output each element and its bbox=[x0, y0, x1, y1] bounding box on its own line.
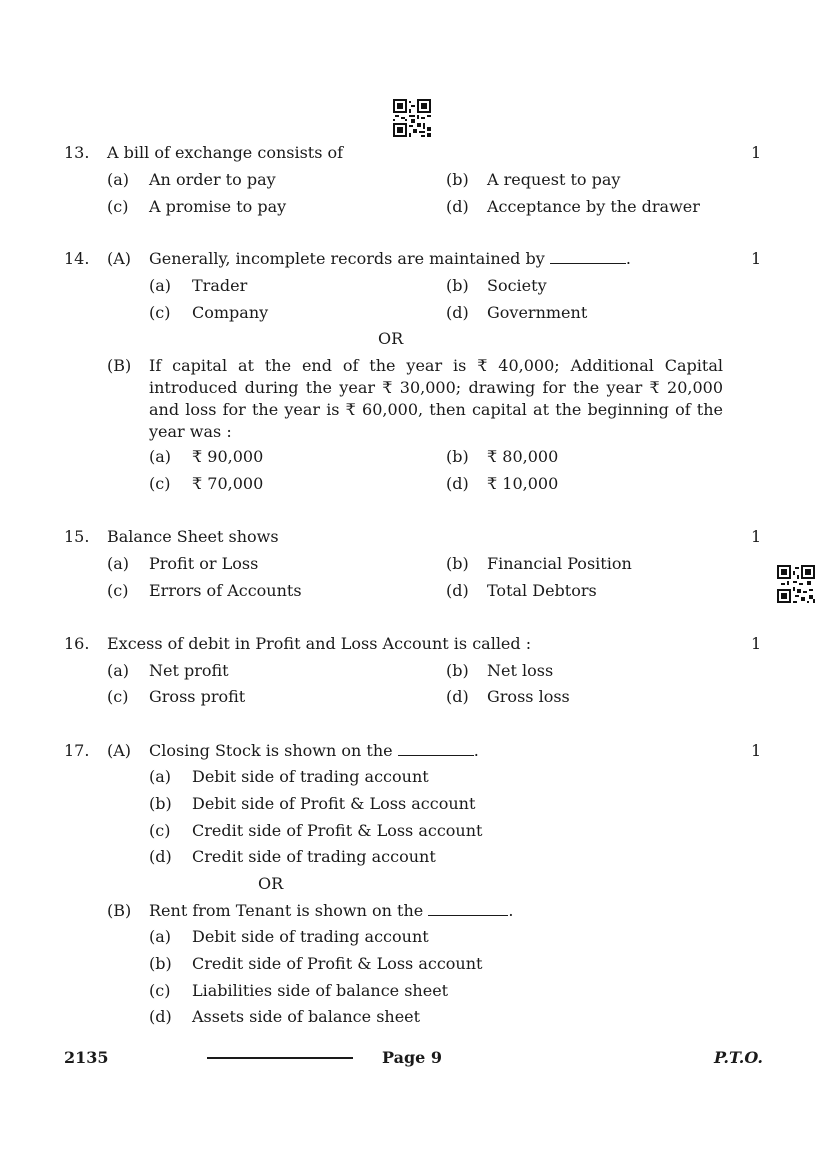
q17b-option-d: Assets side of balance sheet bbox=[192, 1007, 421, 1026]
q13-option-c-label: (c) bbox=[107, 197, 129, 216]
q15-option-d: Total Debtors bbox=[487, 581, 597, 600]
q14a-option-b: Society bbox=[487, 276, 547, 295]
q13-option-a: An order to pay bbox=[149, 170, 276, 189]
q17a-option-a: Debit side of trading account bbox=[192, 767, 429, 786]
q14a-option-c: Company bbox=[192, 303, 269, 322]
answer-blank bbox=[428, 901, 508, 916]
q14-part-b-text: If capital at the end of the year is ₹ 40,000; Additional Capital introduced during the year ₹ 30,000; drawing for the year ₹ 20,000 and loss for the year is ₹ 60,000, then capital at the beginning of the year was : bbox=[149, 356, 723, 441]
q16-option-d-label: (d) bbox=[446, 687, 469, 706]
q13-text: A bill of exchange consists of bbox=[107, 143, 344, 162]
q17a-option-a-label: (a) bbox=[149, 767, 172, 786]
q17a-option-b-label: (b) bbox=[149, 794, 172, 813]
page-number: Page 9 bbox=[382, 1048, 443, 1067]
q17-part-b-text: Rent from Tenant is shown on the . bbox=[149, 901, 514, 920]
q14b-option-c-label: (c) bbox=[149, 474, 171, 493]
q15-option-c-label: (c) bbox=[107, 581, 129, 600]
q14b-option-b-label: (b) bbox=[446, 447, 469, 466]
q16-option-c-label: (c) bbox=[107, 687, 129, 706]
q14-marks: 1 bbox=[751, 249, 762, 268]
q14a-option-d: Government bbox=[487, 303, 588, 322]
q16-option-b-label: (b) bbox=[446, 661, 469, 680]
paper-code: 2135 bbox=[64, 1048, 109, 1067]
q17a-option-c: Credit side of Profit & Loss account bbox=[192, 821, 483, 840]
q15-option-a-label: (a) bbox=[107, 554, 130, 573]
q13-option-a-label: (a) bbox=[107, 170, 130, 189]
q15-option-b-label: (b) bbox=[446, 554, 469, 573]
q13-marks: 1 bbox=[751, 143, 762, 162]
q16-marks: 1 bbox=[751, 634, 762, 653]
q13-option-c: A promise to pay bbox=[149, 197, 287, 216]
q16-number: 16. bbox=[64, 634, 90, 653]
q14b-option-a: ₹ 90,000 bbox=[192, 447, 264, 466]
q17b-option-b-label: (b) bbox=[149, 954, 172, 973]
q17-number: 17. bbox=[64, 741, 90, 760]
pto-label: P.T.O. bbox=[714, 1048, 763, 1067]
q14a-option-a-label: (a) bbox=[149, 276, 172, 295]
q17-part-a-label: (A) bbox=[107, 741, 132, 760]
q17-or-separator: OR bbox=[258, 874, 284, 893]
q17b-option-a-label: (a) bbox=[149, 927, 172, 946]
q17-marks: 1 bbox=[751, 741, 762, 760]
q17-part-b-label: (B) bbox=[107, 901, 132, 920]
q14a-option-a: Trader bbox=[192, 276, 248, 295]
q14b-option-a-label: (a) bbox=[149, 447, 172, 466]
q15-text: Balance Sheet shows bbox=[107, 527, 279, 546]
q14b-option-c: ₹ 70,000 bbox=[192, 474, 264, 493]
q16-text: Excess of debit in Profit and Loss Account is called : bbox=[107, 634, 532, 653]
q17a-option-d-label: (d) bbox=[149, 847, 172, 866]
q17b-option-b: Credit side of Profit & Loss account bbox=[192, 954, 483, 973]
q14-or-separator: OR bbox=[378, 329, 404, 348]
qr-code-top bbox=[393, 99, 431, 137]
q14-number: 14. bbox=[64, 249, 90, 268]
q16-option-a: Net profit bbox=[149, 661, 229, 680]
answer-blank bbox=[398, 741, 474, 756]
q15-option-b: Financial Position bbox=[487, 554, 632, 573]
qr-code-side bbox=[777, 565, 815, 603]
q17b-option-d-label: (d) bbox=[149, 1007, 172, 1026]
q16-option-a-label: (a) bbox=[107, 661, 130, 680]
q14a-option-c-label: (c) bbox=[149, 303, 171, 322]
q13-option-b-label: (b) bbox=[446, 170, 469, 189]
q16-option-d: Gross loss bbox=[487, 687, 570, 706]
footer-rule bbox=[207, 1057, 353, 1059]
q14b-option-d-label: (d) bbox=[446, 474, 469, 493]
q13-number: 13. bbox=[64, 143, 90, 162]
q16-option-c: Gross profit bbox=[149, 687, 246, 706]
q13-option-d: Acceptance by the drawer bbox=[487, 197, 700, 216]
q16-option-b: Net loss bbox=[487, 661, 554, 680]
q17a-option-c-label: (c) bbox=[149, 821, 171, 840]
q15-option-c: Errors of Accounts bbox=[149, 581, 302, 600]
q17b-option-c: Liabilities side of balance sheet bbox=[192, 981, 449, 1000]
q15-option-d-label: (d) bbox=[446, 581, 469, 600]
q17-part-a-text: Closing Stock is shown on the . bbox=[149, 741, 479, 760]
q17a-option-b: Debit side of Profit & Loss account bbox=[192, 794, 476, 813]
q17a-option-d: Credit side of trading account bbox=[192, 847, 436, 866]
q15-marks: 1 bbox=[751, 527, 762, 546]
q14b-option-b: ₹ 80,000 bbox=[487, 447, 559, 466]
answer-blank bbox=[550, 249, 626, 264]
q17b-option-a: Debit side of trading account bbox=[192, 927, 429, 946]
q14-part-b-label: (B) bbox=[107, 356, 132, 375]
q17b-option-c-label: (c) bbox=[149, 981, 171, 1000]
q13-option-b: A request to pay bbox=[487, 170, 621, 189]
q15-number: 15. bbox=[64, 527, 90, 546]
q14-part-a-label: (A) bbox=[107, 249, 132, 268]
q14a-option-b-label: (b) bbox=[446, 276, 469, 295]
q14-part-a-text: Generally, incomplete records are maintained by . bbox=[149, 249, 631, 268]
q15-option-a: Profit or Loss bbox=[149, 554, 259, 573]
q14a-option-d-label: (d) bbox=[446, 303, 469, 322]
q13-option-d-label: (d) bbox=[446, 197, 469, 216]
q14b-option-d: ₹ 10,000 bbox=[487, 474, 559, 493]
